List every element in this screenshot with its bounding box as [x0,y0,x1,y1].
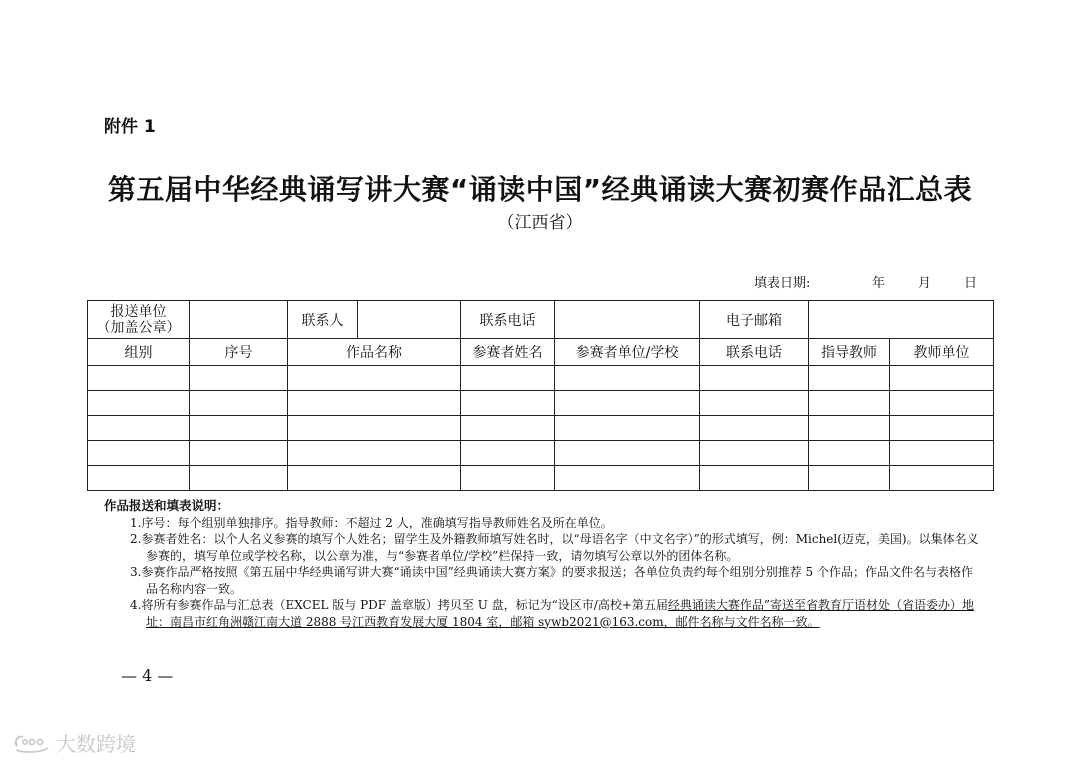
table-cell[interactable] [555,466,700,491]
watermark-text: 大数跨境 [56,732,136,756]
instruction-item-1: 1.序号：每个组别单独排序。指导教师：不超过 2 人，准确填写指导教师姓名及所在单位。 [130,515,613,530]
table-cell[interactable] [88,391,190,416]
table-row [88,466,994,491]
date-day: 日 [964,276,978,291]
instruction-item-4-prefix: 4.将所有参赛作品与汇总表（EXCEL 版与 PDF 盖章版）拷贝至 U 盘，标记为“设区市/高校+第五届 [130,598,668,612]
table-cell[interactable] [555,366,700,391]
table-cell[interactable] [288,416,461,441]
table-cell[interactable] [88,466,190,491]
col-header-work-title: 作品名称 [288,339,461,366]
table-cell[interactable] [809,366,890,391]
table-cell[interactable] [288,391,461,416]
date-year: 年 [872,276,886,291]
table-cell[interactable] [809,391,890,416]
col-header-seq: 序号 [190,339,288,366]
table-row [88,441,994,466]
date-month: 月 [918,276,932,291]
contact-person-value[interactable] [358,301,461,339]
watermark-logo-icon [12,732,52,754]
col-header-teacher-unit: 教师单位 [890,339,994,366]
document-title: 第五届中华经典诵写讲大赛“诵读中国”经典诵读大赛初赛作品汇总表 [107,173,973,206]
col-header-teacher: 指导教师 [809,339,890,366]
table-cell[interactable] [890,416,994,441]
col-header-participant-unit: 参赛者单位/学校 [555,339,700,366]
table-cell[interactable] [461,391,555,416]
instruction-item-2: 2.参赛者姓名：以个人名义参赛的填写个人姓名；留学生及外籍教师填写姓名时，以“母语名字（中文名字）”的形式填写，例：Michel(迈克，美国)。以集体名义参赛的，填写单位或学校名称，以公章为准，与“参赛者单位/学校”栏保持一致，请勿填写公章以外的团体名称。 [130,532,979,563]
table-cell[interactable] [700,441,809,466]
table-cell[interactable] [809,416,890,441]
table-cell[interactable] [461,441,555,466]
table-cell[interactable] [461,366,555,391]
table-cell[interactable] [288,466,461,491]
col-header-group: 组别 [88,339,190,366]
date-label: 填表日期: [754,276,811,291]
attachment-label: 附件 1 [104,117,156,137]
email-value[interactable] [809,301,994,339]
contact-person-label: 联系人 [288,301,358,339]
page-number: — 4 — [121,666,174,685]
table-cell[interactable] [190,441,288,466]
table-cell[interactable] [288,366,461,391]
summary-table [87,300,994,491]
table-cell[interactable] [190,391,288,416]
table-cell[interactable] [555,416,700,441]
contact-phone-label: 联系电话 [461,301,555,339]
instruction-item-4 [120,597,984,630]
filling-instructions [104,498,984,630]
table-cell[interactable] [890,391,994,416]
table-cell[interactable] [700,391,809,416]
col-header-phone: 联系电话 [700,339,809,366]
submit-unit-value[interactable] [190,301,288,339]
table-cell[interactable] [890,441,994,466]
table-cell[interactable] [88,416,190,441]
table-cell[interactable] [555,391,700,416]
table-row [88,416,994,441]
table-cell[interactable] [88,441,190,466]
table-cell[interactable] [461,416,555,441]
table-cell[interactable] [700,366,809,391]
table-cell[interactable] [890,366,994,391]
table-cell[interactable] [88,366,190,391]
table-row [88,391,994,416]
table-cell[interactable] [190,416,288,441]
table-cell[interactable] [190,366,288,391]
table-cell[interactable] [555,441,700,466]
info-row [88,301,994,339]
instruction-item-3: 3.参赛作品严格按照《第五届中华经典诵写讲大赛“诵读中国”经典诵读大赛方案》的要求报送；各单位负责约每个组别分别推荐 5 个作品；作品文件名与表格作品名称内容一致。 [130,565,973,596]
table-cell[interactable] [190,466,288,491]
contact-phone-value[interactable] [555,301,700,339]
instructions-heading: 作品报送和填表说明： [104,498,230,513]
email-label: 电子邮箱 [700,301,809,339]
table-cell[interactable] [700,466,809,491]
table-cell[interactable] [809,466,890,491]
table-header-row [88,339,994,366]
document-subtitle: （江西省） [497,213,583,233]
table-cell[interactable] [288,441,461,466]
table-cell[interactable] [700,416,809,441]
table-row [88,366,994,391]
col-header-participant-name: 参赛者姓名 [461,339,555,366]
table-cell[interactable] [461,466,555,491]
table-cell[interactable] [809,441,890,466]
watermark [12,728,136,757]
instruction-item-4-address: 经典诵读大赛作品”寄送至省教育厅语材处（省语委办）地址：南昌市红角洲赣江南大道 2888 号江西教育发展大厦 1804 室，邮箱 sywb2021@163.com，邮件名称与文件名称一致。 [146,598,975,629]
table-cell[interactable] [890,466,994,491]
submit-unit-label: 报送单位 （加盖公章） [88,301,190,339]
